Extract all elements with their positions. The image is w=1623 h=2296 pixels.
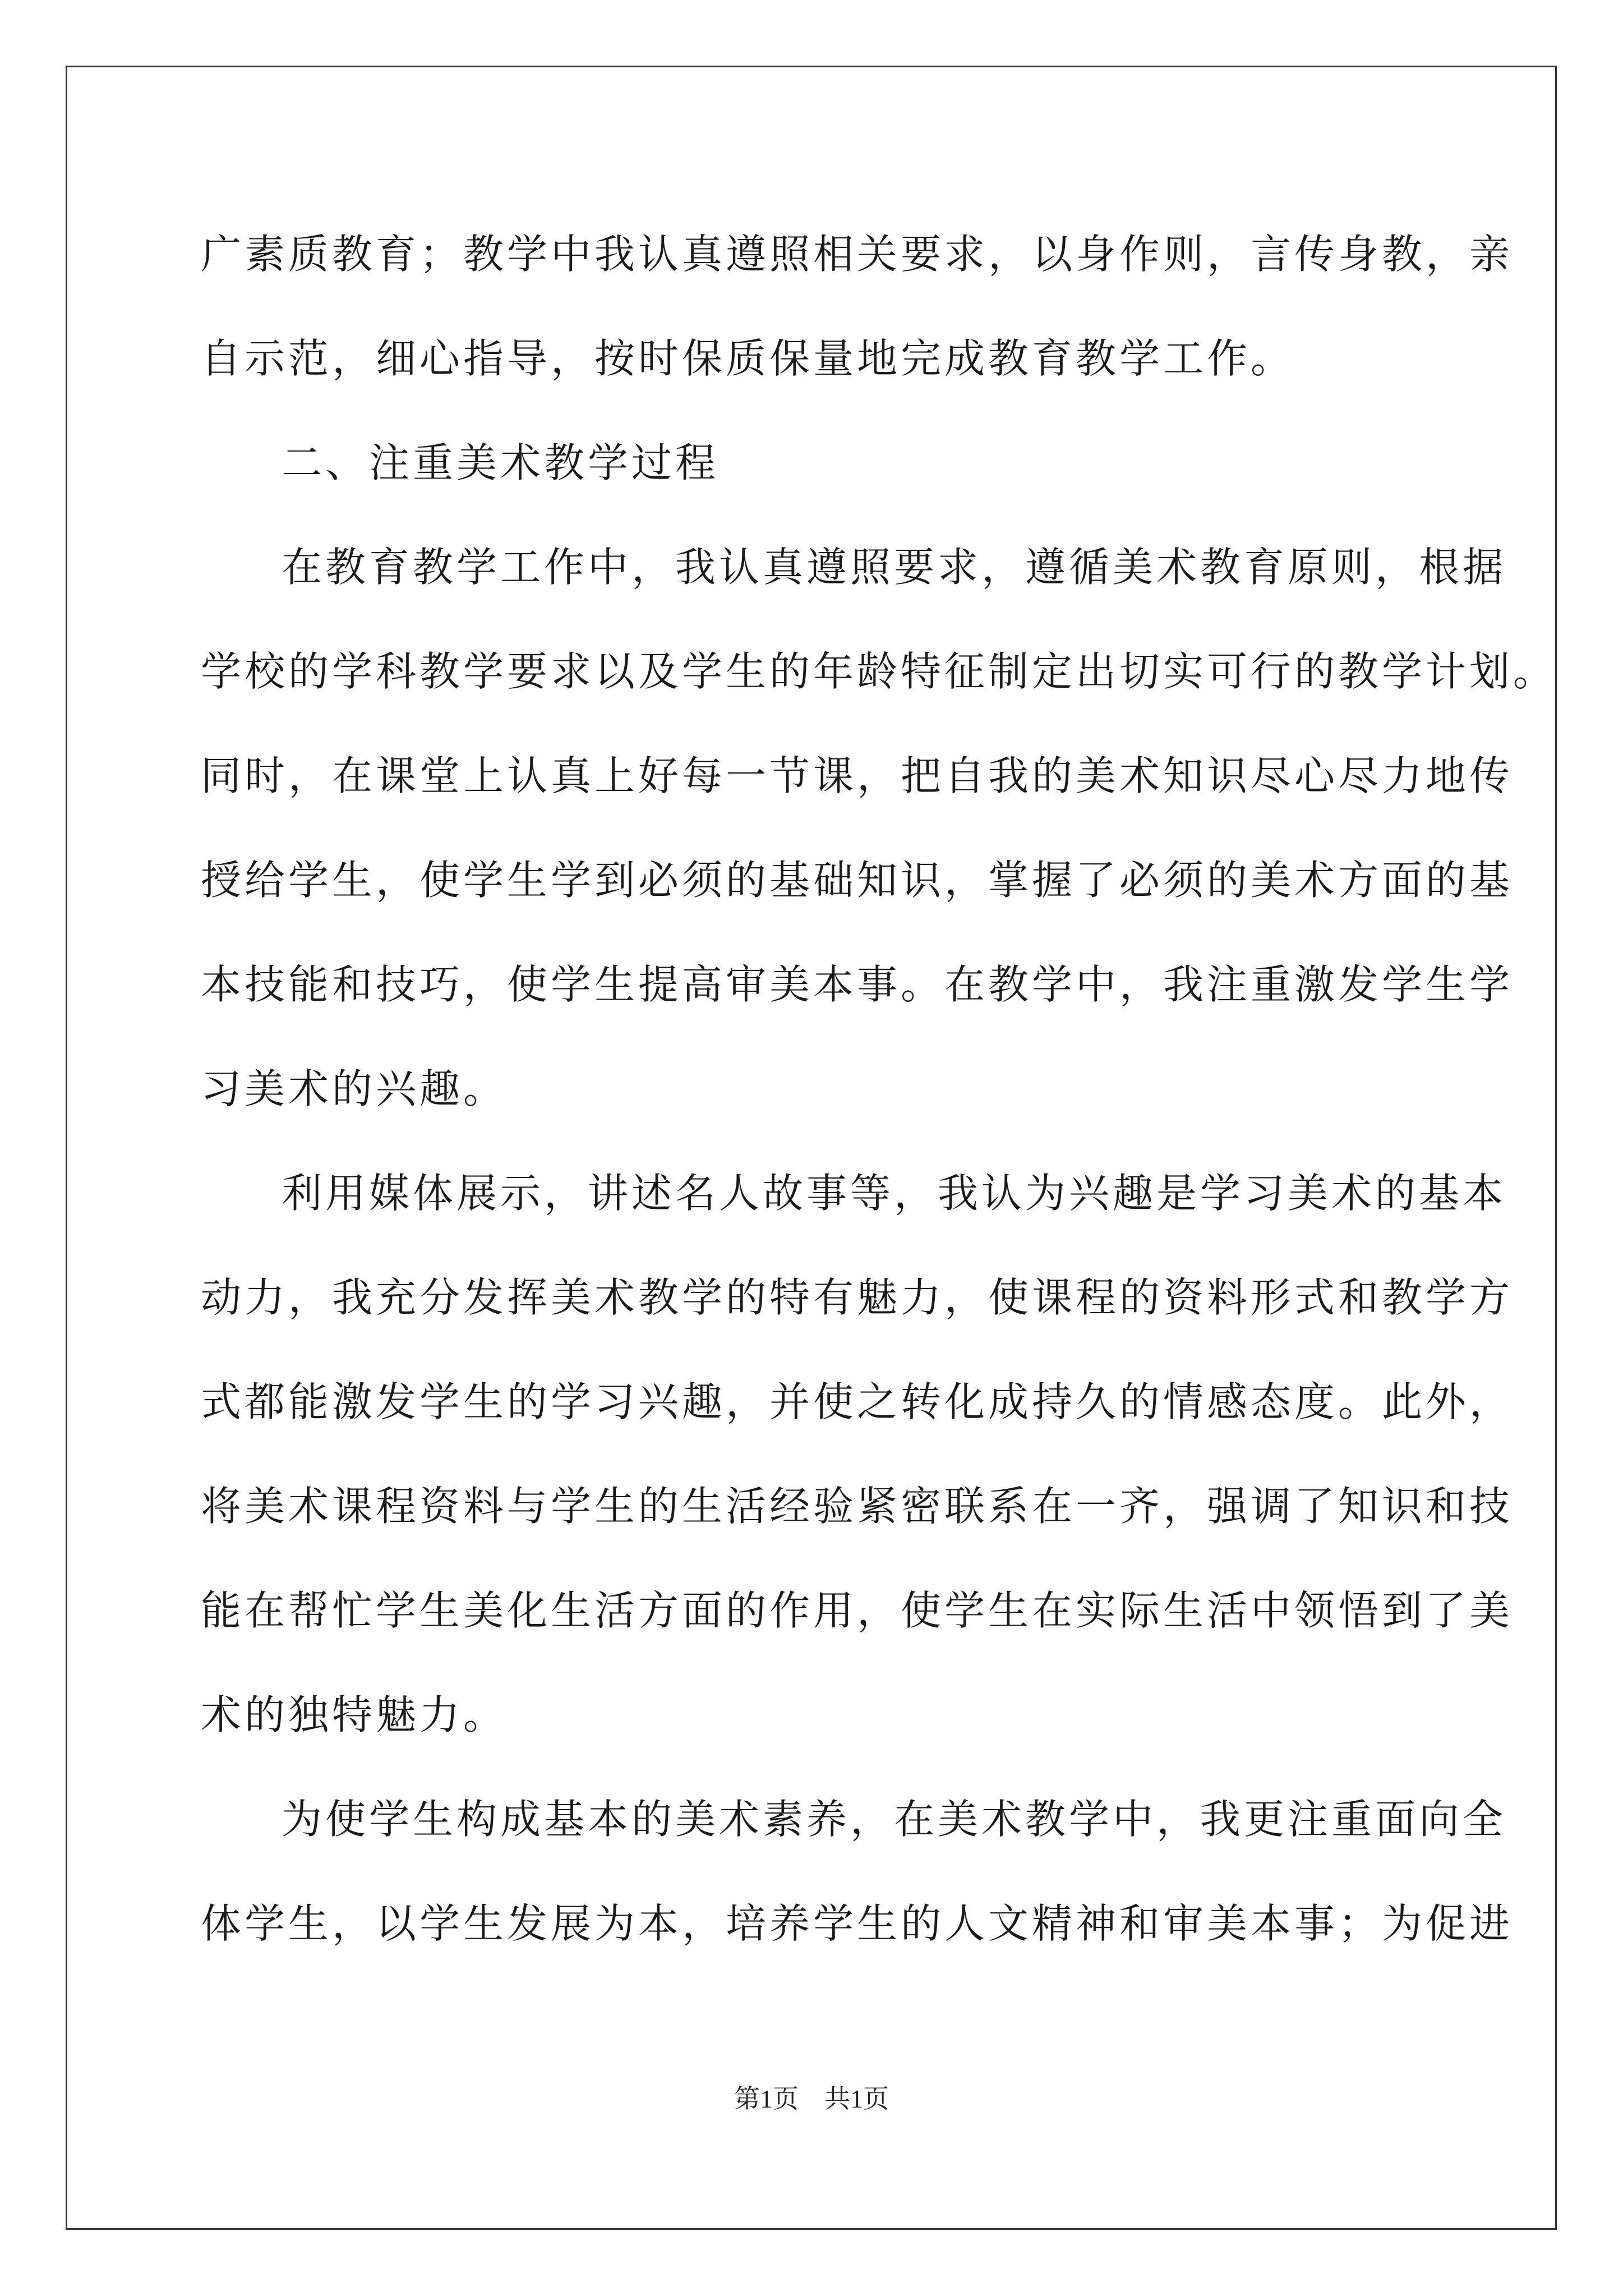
text-line: 习美术的兴趣。 [201, 1065, 508, 1112]
text-line: 体学生，以学生发展为本，培养学生的人文精神和审美本事；为促进 [201, 1900, 1514, 1947]
text-line: 学校的学科教学要求以及学生的年龄特征制定出切实可行的教学计划。 [201, 648, 1557, 695]
text-line: 为使学生构成基本的美术素养，在美术教学中，我更注重面向全 [282, 1796, 1507, 1843]
text-line: 将美术课程资料与学生的生活经验紧密联系在一齐，强调了知识和技 [201, 1483, 1514, 1530]
text-line: 能在帮忙学生美化生活方面的作用，使学生在实际生活中领悟到了美 [201, 1587, 1514, 1634]
text-line: 同时，在课堂上认真上好每一节课，把自我的美术知识尽心尽力地传 [201, 752, 1514, 799]
text-line: 本技能和技巧，使学生提高审美本事。在教学中，我注重激发学生学 [201, 961, 1514, 1008]
text-line: 术的独特魅力。 [201, 1691, 508, 1738]
text-line: 广素质教育；教学中我认真遵照相关要求，以身作则，言传身教，亲 [201, 231, 1514, 278]
text-line: 二、注重美术教学过程 [282, 439, 720, 486]
text-line: 动力，我充分发挥美术教学的特有魅力，使课程的资料形式和教学方 [201, 1274, 1514, 1321]
text-line: 授给学生，使学生学到必须的基础知识，掌握了必须的美术方面的基 [201, 857, 1514, 904]
text-line: 利用媒体展示，讲述名人故事等，我认为兴趣是学习美术的基本 [282, 1170, 1507, 1217]
text-line: 自示范，细心指导，按时保质保量地完成教育教学工作。 [201, 335, 1295, 382]
document-body [201, 202, 1557, 1976]
page-footer: 第1页 共1页 [734, 2085, 889, 2113]
text-line: 在教育教学工作中，我认真遵照要求，遵循美术教育原则，根据 [282, 544, 1507, 591]
text-line: 式都能激发学生的学习兴趣，并使之转化成持久的情感态度。此外， [201, 1378, 1514, 1425]
